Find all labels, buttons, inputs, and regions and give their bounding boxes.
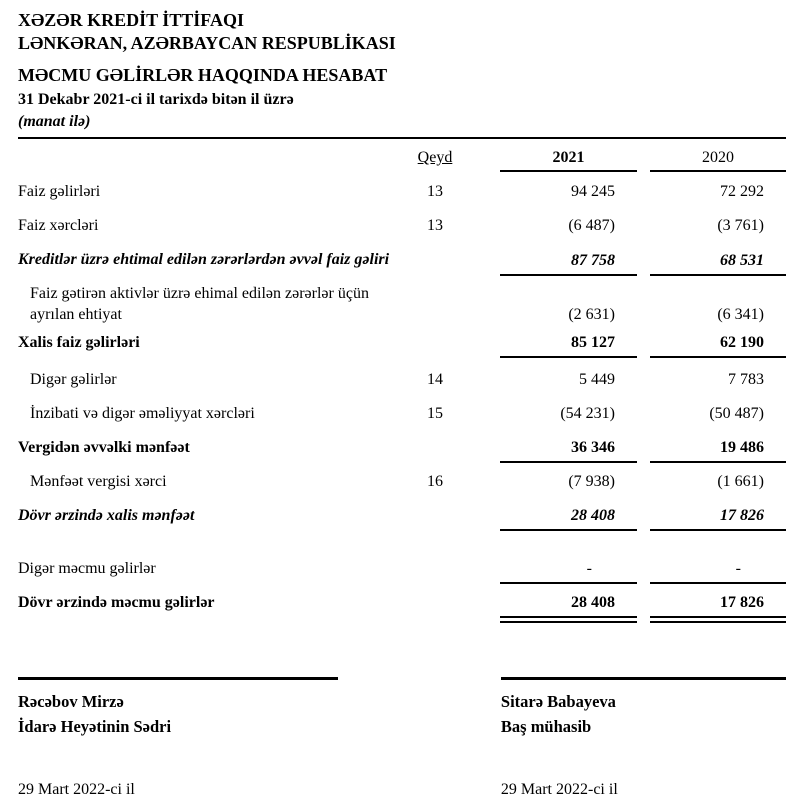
income-statement-table [18,147,786,623]
row-value-2020: (1 661) [717,473,764,490]
report-period: 31 Dekabr 2021-ci il tarixdə bitən il üzrə [18,91,294,108]
table-header-row [18,147,786,172]
signature-block-accountant [501,677,786,739]
report-title: MƏCMU GƏLİRLƏR HAQQINDA HESABAT [18,65,388,85]
row-note: 13 [427,183,443,200]
org-name: XƏZƏR KREDİT İTTİFAQI [18,10,244,30]
row-value-2020: 19 486 [650,437,786,463]
org-location: LƏNKƏRAN, AZƏRBAYCAN RESPUBLİKASI [18,33,396,53]
signature-block-chairman [18,677,338,739]
row-label: Dövr ərzində məcmu gəlirlər [18,594,215,611]
row-label: Dövr ərzində xalis mənfəət [18,507,195,524]
row-label: İnzibati və digər əməliyyat xərcləri [30,405,255,422]
signer-title: Baş mühasib [500,717,592,736]
row-label: Xalis faiz gəlirləri [18,334,140,351]
row-value-2021: 87 758 [500,249,637,276]
row-value-2020: (3 761) [717,217,764,234]
currency-note: (manat ilə) [18,113,91,130]
signer-name: Rəcəbov Mirzə [18,692,124,711]
row-value-2021: (7 938) [568,473,615,490]
row-value-2021: 28 408 [500,505,637,531]
table-row-provision-for-losses [18,283,786,325]
signature-line [18,677,338,680]
row-value-2021: - [500,558,637,584]
row-value-2021: 85 127 [500,332,637,358]
row-value-2020: (6 341) [717,306,764,323]
header-divider [18,137,786,139]
row-label: Digər gəlirlər [30,371,117,388]
row-value-2021: (2 631) [568,306,615,323]
table-row-interest-before-provisions [18,249,786,276]
table-row-net-profit [18,505,786,532]
row-note [400,249,470,276]
table-row-admin-expenses [18,403,786,430]
row-value-2021: 94 245 [571,183,615,200]
table-row-other-income [18,369,786,396]
row-value-2020: 17 826 [650,592,786,623]
row-value-2020: 17 826 [650,505,786,531]
row-note: 13 [427,217,443,234]
row-value-2020: 68 531 [650,249,786,276]
date-section [18,781,786,799]
row-value-2020: 62 190 [650,332,786,358]
column-header-note-label: Qeyd [417,149,453,166]
row-value-2021: 28 408 [500,592,637,623]
table-row-interest-income [18,181,786,208]
table-row-income-tax-expense [18,471,786,498]
column-header-2020: 2020 [650,147,786,172]
signature-section [18,677,786,739]
row-label: Kreditlər üzrə ehtimal edilən zərərlərdən əvvəl faiz gəliri [18,251,390,268]
column-header-note [400,147,470,168]
table-row-interest-expense [18,215,786,242]
row-value-2020: - [650,558,786,584]
row-value-2021: (54 231) [560,405,615,422]
signer-name: Sitarə Babayeva [500,692,616,711]
row-label: Faiz gətirən aktivlər üzrə ehimal edilən zərərlər üçün ayrılan ehtiyat [30,285,369,323]
signature-date-right: 29 Mart 2022-ci il [500,781,618,798]
row-value-2021: 36 346 [500,437,637,463]
row-label: Mənfəət vergisi xərci [30,473,167,490]
table-row-other-comprehensive-income [18,558,786,585]
row-note: 16 [427,473,443,490]
row-note: 15 [427,405,443,422]
row-label: Vergidən əvvəlki mənfəət [18,439,190,456]
table-row-total-comprehensive-income [18,592,786,623]
row-value-2020: (50 487) [709,405,764,422]
signature-line [501,677,786,680]
signer-title: İdarə Heyətinin Sədri [18,717,172,736]
row-value-2020: 72 292 [720,183,764,200]
column-header-2021: 2021 [500,147,637,172]
row-note: 14 [427,371,443,388]
signature-date-left: 29 Mart 2022-ci il [18,781,135,798]
row-value-2021: 5 449 [579,371,615,388]
table-row-net-interest-income [18,332,786,359]
table-row-profit-before-tax [18,437,786,464]
row-value-2021: (6 487) [568,217,615,234]
row-value-2020: 7 783 [728,371,764,388]
row-label: Digər məcmu gəlirlər [18,560,156,577]
row-label: Faiz xərcləri [18,217,99,234]
row-label: Faiz gəlirləri [18,183,101,200]
